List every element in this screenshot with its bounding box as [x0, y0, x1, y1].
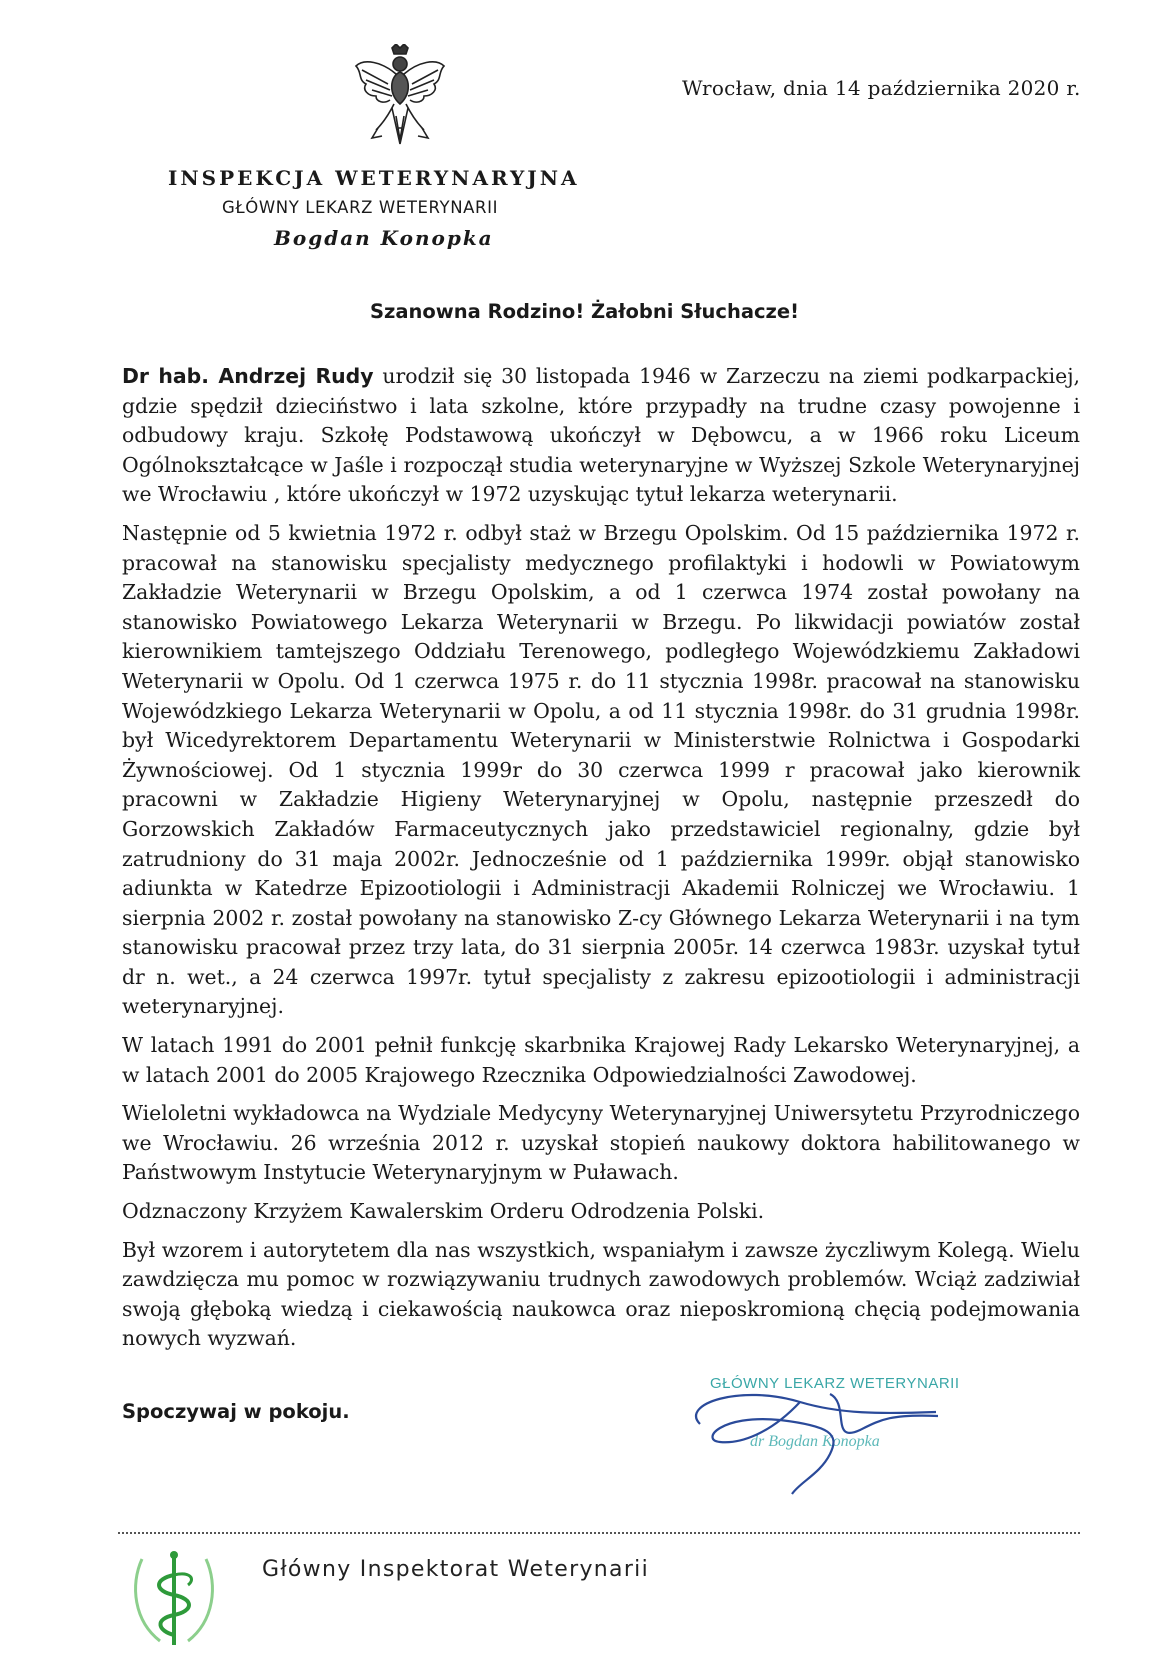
- caduceus-logo-icon: [124, 1545, 224, 1653]
- polish-eagle-emblem-icon: [352, 44, 448, 154]
- paragraph-1: [122, 362, 1080, 510]
- deceased-name: Dr hab. Andrzej Rudy: [122, 364, 374, 388]
- letter-greeting: Szanowna Rodzino! Żałobni Słuchacze!: [369, 300, 800, 323]
- paragraph-2: Następnie od 5 kwietnia 1972 r. odbył staż w Brzegu Opolskim. Od 15 października 1972 r. pracował na stanowisku specjalisty medycznego profilaktyki i hodowli w Powiatowym Zakładzie Weterynarii w Brzegu Opolskim, a od 1 czerwca 1974 został powołany na stanowisko Powiatowego Lekarza Weterynarii w Brzegu. Po likwidacji powiatów został kierownikiem tamtejszego Oddziału Terenowego, podległego Wojewódzkiemu Zakładowi Weterynarii w Opolu. Od 1 czerwca 1975 r. do 11 stycznia 1998r. pracował na stanowisku Wojewódzkiego Lekarza Weterynarii w Opolu, a od 11 stycznia 1998r. do 31 grudnia 1998r. był Wicedyrektorem Departamentu Weterynarii w Ministerstwie Rolnictwa i Gospodarki Żywnościowej. Od 1 stycznia 1999r do 30 czerwca 1999 r pracował jako kierownik pracowni w Zakładzie Higieny Weterynaryjnej w Opolu, następnie przeszedł do Gorzowskich Zakładów Farmaceutycznych jako przedstawiciel regionalny, gdzie był zatrudniony do 31 maja 2002r. Jednocześnie od 1 października 1999r. objął stanowisko adiunkta w Katedrze Epizootiologii i Administracji Akademii Rolniczej we Wrocławiu. 1 sierpnia 2002 r. został powołany na stanowisko Z-cy Głównego Lekarza Weterynarii i na tym stanowisku pracował przez trzy lata, do 31 sierpnia 2005r. 14 czerwca 1983r. uzyskał tytuł dr n. wet., a 24 czerwca 1997r. tytuł specjalisty z zakresu epizootiologii i administracji weterynaryjnej.: [122, 520, 1080, 1019]
- signature-stamp: [680, 1364, 1000, 1500]
- paragraph-6: Był wzorem i autorytetem dla nas wszystkich, wspaniałym i zawsze życzliwym Kolegą. Wielu zawdzięcza mu pomoc w rozwiązywaniu trudnych zawodowych problemów. Wciąż zadziwiał swoją głęboką wiedzą i ciekawością naukowca oraz nieposkromioną chęcią podejmowania nowych wyzwań.: [122, 1237, 1080, 1351]
- closing-line: Spoczywaj w pokoju.: [122, 1400, 350, 1423]
- stamp-name: dr Bogdan Konopka: [750, 1433, 880, 1450]
- institution-name: INSPEKCJA WETERYNARYJNA: [168, 166, 580, 190]
- official-name: Bogdan Konopka: [274, 226, 494, 250]
- footer-organization: Główny Inspektorat Weterynarii: [262, 1557, 649, 1582]
- paragraph-1-text: urodził się 30 listopada 1946 w Zarzeczu na ziemi podkarpackiej, gdzie spędził dzieciństwo i lata szkolne, które przypadły na trudne czasy powojenne i odbudowy kraju. Szkołę Podstawową ukończył w Dębowcu, a w 1966 roku Liceum Ogólnokształcące w Jaśle i rozpoczął studia weterynaryjne w Wyższej Szkole Weterynaryjnej we Wrocławiu , które ukończył w 1972 uzyskując tytuł lekarza weterynarii.: [122, 364, 1080, 507]
- office-title: GŁÓWNY LEKARZ WETERYNARII: [222, 198, 499, 217]
- paragraph-5: Odznaczony Krzyżem Kawalerskim Orderu Odrodzenia Polski.: [122, 1199, 765, 1224]
- letter-date: Wrocław, dnia 14 października 2020 r.: [682, 76, 1081, 100]
- letter-body: [122, 362, 1080, 1363]
- paragraph-3: W latach 1991 do 2001 pełnił funkcję skarbnika Krajowej Rady Lekarsko Weterynaryjnej, a w latach 2001 do 2005 Krajowego Rzecznika Odpowiedzialności Zawodowej.: [122, 1033, 1080, 1087]
- footer-divider: [118, 1532, 1080, 1534]
- paragraph-4: Wieloletni wykładowca na Wydziale Medycyny Weterynaryjnej Uniwersytetu Przyrodniczego we Wrocławiu. 26 września 2012 r. uzyskał stopień naukowy doktora habilitowanego w Państwowym Instytucie Weterynaryjnym w Puławach.: [122, 1101, 1080, 1185]
- stamp-title: GŁÓWNY LEKARZ WETERYNARII: [710, 1375, 960, 1392]
